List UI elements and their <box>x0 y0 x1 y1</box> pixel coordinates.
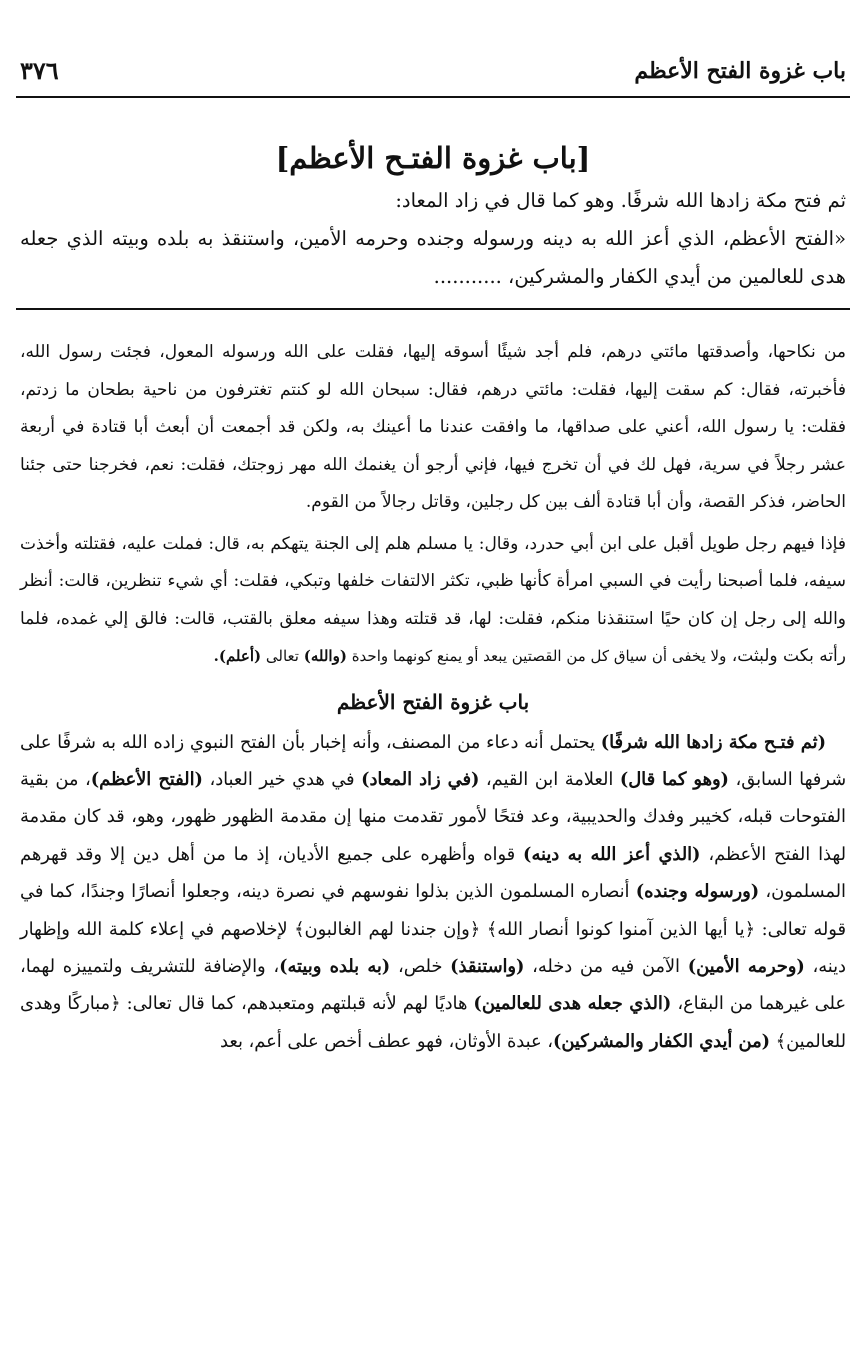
commentary-paragraph: (ثم فتـح مكة زادها الله شرفًا) يحتمل أنه دعاء من المصنف، وأنه إخبار بأن الفتح النبوي زاده الله به شرفًا على شرفها السابق، (وهو كما قال) العلامة ابن القيم، (في زاد المعاد) في هدي خير العباد، (الفتح الأعظم)، من بقية الفتوحات قبله، كخيبر وفدك والحديبية، وعد فتحًا لأمور تقدمت منها إن مقدمة الظهور ظهور، وهو، قد كان مقدمة لهذا الفتح الأعظم، (الذي أعز الله به دينه) قواه وأظهره على جميع الأديان، إذ ما من أهل دين إلا وقد قهرهم المسلمون، (ورسوله وجنده) أنصاره المسلمون الذين بذلوا نفوسهم في نصرة دينه، وجعلوا أنصارًا وجندًا، كما في قوله تعالى: ﴿يا أيها الذين آمنوا كونوا أنصار الله﴾ ﴿وإن جندنا لهم الغالبون﴾ لإخلاصهم في إعلاء كلمة الله وإظهار دينه، (وحرمه الأمين) الآمن فيه من دخله، (واستنقذ) خلص، (به بلده وبيته)، والإضافة للتشريف ولتمييزه لهما، على غيرهما من البقاع، (الذي جعله هدى للعالمين) هاديًا لهم لأنه قبلتهم ومتعبدهم، كما قال تعالى: ﴿مباركًا وهدى للعالمين﴾ (من أيدي الكفار والمشركين)، عبدة الأوثان، فهو عطف أخص على أعم، بعد <box>20 731 847 1052</box>
commentary-title: باب غزوة الفتح الأعظم <box>336 689 530 714</box>
running-title: باب غزوة الفتح الأعظم <box>634 58 846 84</box>
main-text <box>16 182 850 296</box>
chapter-title: [باب غزوة الفتـح الأعظم] <box>275 141 591 175</box>
footnote-paragraph-2 <box>20 526 846 676</box>
main-text-line-2: «الفتح الأعظم، الذي أعز الله به دينه ورسوله وجنده وحرمه الأمين، واستنقذ به بلده وبيته الذي جعله هدى للعالمين من أيدي الكفار والمشركين، ........... <box>20 227 846 288</box>
quote-3: (في زاد المعاد) <box>361 768 480 790</box>
quote-10: (الذي جعله هدى للعالمين) <box>473 993 672 1015</box>
quote-1: (ثم فتـح مكة زادها الله شرفًا) <box>600 731 826 753</box>
page-number: ٣٧٦ <box>20 56 59 85</box>
quote-5: (الذي أعز الله به دينه) <box>523 843 701 865</box>
commentary-block <box>16 724 850 1061</box>
footnote-block <box>16 334 850 676</box>
quote-8: (واستنقذ) <box>450 955 525 977</box>
footnote-paragraph-2-text: فإذا فيهم رجل طويل أقبل على ابن أبي حدرد، وقال: يا مسلم هلم إلى الجنة يتهكم به، قال: فملت عليه، فقتلته وأخذت سيفه، فلما أصبحنا رأيت في السبي امرأة كأنها ظبي، تكثر الالتفات خلفها وتبكي، فقلت: أي شيء تنظرين، قالت: أنظر والله إلى رجل إن كان حيًا استنقذنا منكم، فقلت: لها، قد قتلته وهذا سيفه معلق بالقتب، قالت: فالق إلي غمده، فلما رأته بكت ولبثت، <box>20 533 846 666</box>
quote-2: (وهو كما قال) <box>619 768 729 790</box>
main-text-line-1: ثم فتح مكة زادها الله شرفًا. وهو كما قال في زاد المعاد: <box>395 189 846 212</box>
quote-11: (من أيدي الكفار والمشركين) <box>552 1030 771 1052</box>
quote-4: (الفتح الأعظم) <box>90 768 203 790</box>
book-page <box>16 52 850 1348</box>
page-header <box>16 52 850 98</box>
text-separator <box>16 308 850 310</box>
quote-9: (به بلده وبيته) <box>279 955 391 977</box>
quote-6: (ورسوله وجنده) <box>635 881 760 903</box>
footnote-paragraph-1: من نكاحها، وأصدقتها مائتي درهم، فلم أجد شيئًا أسوقه إليها، فقلت على الله ورسوله المعول، فجئت رسول الله، فأخبرته، فقال: كم سقت إليها، فقلت: مائتي درهم، فقال: سبحان الله لو كنتم تغترفون من ناحية بطحان ما زدتم، فقلت: يا رسول الله، أعني على صداقها، ما وافقت عندنا ما أعينك به، ولكن قد أجمعت أن أبعث أبا قتادة في أربعة عشر رجلاً في سرية، فهل لك في أن تخرج فيها، فإني أرجو أن يغنمك الله مهر زوجتك، فقلت: نعم، فخرجنا حتى جئنا الحاضر، فذكر القصة، وأن أبا قتادة ألف بين كل رجلين، وقاتل رجالاً من القوم. <box>20 342 846 512</box>
quote-7: (وحرمه الأمين) <box>687 955 805 977</box>
footnote-tail: ولا يخفى أن سياق كل من القصتين يبعد أو يمنع كونهما واحدة (والله) تعالى (أعلم). <box>213 647 727 665</box>
